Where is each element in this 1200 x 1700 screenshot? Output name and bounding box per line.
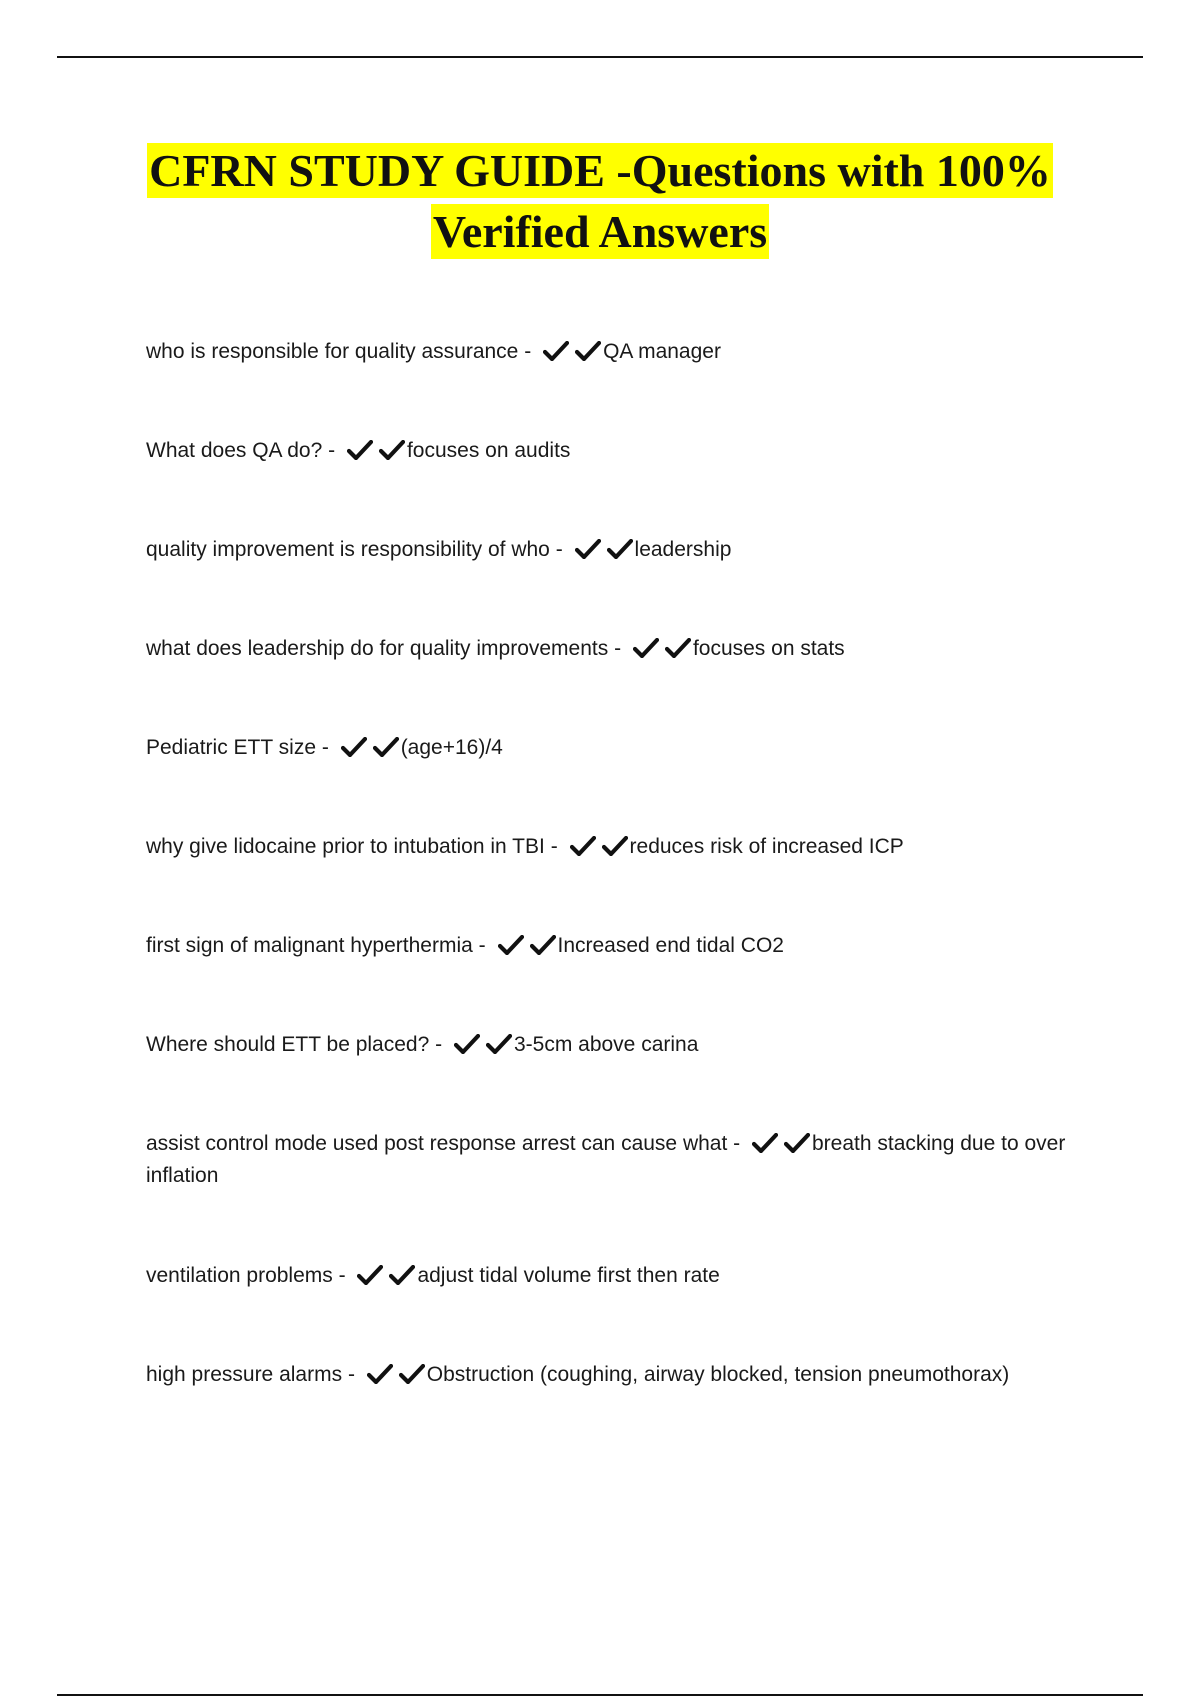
- check-mark-icon: [575, 539, 601, 559]
- question-text: quality improvement is responsibility of who: [146, 538, 550, 561]
- check-mark-icon: [752, 1133, 778, 1153]
- qa-item: [146, 930, 1066, 962]
- answer-text: adjust tidal volume first then rate: [417, 1264, 720, 1287]
- check-mark-icon: [389, 1265, 415, 1285]
- qa-item: [146, 435, 1066, 467]
- qa-item: [146, 1260, 1066, 1292]
- check-mark-icon: [341, 737, 367, 757]
- question-text: high pressure alarms: [146, 1363, 343, 1386]
- answer-text: Obstruction (coughing, airway blocked, tension pneumothorax): [426, 1363, 1010, 1386]
- answer-text: (age+16)/4: [400, 736, 503, 759]
- check-mark-icon: [454, 1034, 480, 1054]
- separator: -: [321, 736, 329, 759]
- footer-rule: [57, 1694, 1143, 1696]
- qa-item: [146, 1359, 1066, 1391]
- check-mark-icon: [347, 440, 373, 460]
- answer-text: Increased end tidal CO2: [557, 934, 784, 957]
- separator: -: [347, 1363, 355, 1386]
- check-mark-icon: [570, 836, 596, 856]
- separator: -: [524, 340, 532, 363]
- question-text: What does QA do?: [146, 439, 323, 462]
- check-mark-icon: [486, 1034, 512, 1054]
- qa-item: [146, 732, 1066, 764]
- qa-item: [146, 336, 1066, 368]
- question-text: what does leadership do for quality improvements: [146, 637, 609, 660]
- document-title: [90, 140, 1110, 262]
- check-mark-icon: [784, 1133, 810, 1153]
- question-text: assist control mode used post response arrest can cause what: [146, 1132, 728, 1155]
- check-mark-icon: [373, 737, 399, 757]
- question-text: first sign of malignant hyperthermia: [146, 934, 473, 957]
- check-mark-icon: [575, 341, 601, 361]
- answer-text: QA manager: [603, 340, 721, 363]
- separator: -: [328, 439, 336, 462]
- check-mark-icon: [607, 539, 633, 559]
- question-text: ventilation problems: [146, 1264, 333, 1287]
- qa-list: [146, 336, 1066, 1458]
- check-mark-icon: [399, 1364, 425, 1384]
- question-text: why give lidocaine prior to intubation in TBI: [146, 835, 545, 858]
- separator: -: [614, 637, 622, 660]
- check-mark-icon: [498, 935, 524, 955]
- separator: -: [478, 934, 486, 957]
- check-mark-icon: [665, 638, 691, 658]
- answer-text: focuses on stats: [692, 637, 845, 660]
- check-mark-icon: [602, 836, 628, 856]
- qa-item: [146, 633, 1066, 665]
- qa-item: [146, 534, 1066, 566]
- question-text: who is responsible for quality assurance: [146, 340, 519, 363]
- check-mark-icon: [633, 638, 659, 658]
- answer-text: focuses on audits: [406, 439, 571, 462]
- separator: -: [555, 538, 563, 561]
- title-highlight: CFRN STUDY GUIDE -Questions with 100% Verified Answers: [149, 145, 1051, 257]
- answer-text: breath stacking due to over inflation: [146, 1132, 1066, 1187]
- qa-item: [146, 1128, 1066, 1192]
- check-mark-icon: [357, 1265, 383, 1285]
- qa-item: [146, 831, 1066, 863]
- check-mark-icon: [379, 440, 405, 460]
- answer-text: leadership: [634, 538, 732, 561]
- check-mark-icon: [543, 341, 569, 361]
- separator: -: [338, 1264, 346, 1287]
- qa-item: [146, 1029, 1066, 1061]
- question-text: Where should ETT be placed?: [146, 1033, 430, 1056]
- separator: -: [435, 1033, 443, 1056]
- check-mark-icon: [530, 935, 556, 955]
- check-mark-icon: [367, 1364, 393, 1384]
- question-text: Pediatric ETT size: [146, 736, 316, 759]
- separator: -: [733, 1132, 741, 1155]
- header-rule: [57, 56, 1143, 58]
- separator: -: [550, 835, 558, 858]
- answer-text: reduces risk of increased ICP: [629, 835, 904, 858]
- answer-text: 3-5cm above carina: [513, 1033, 699, 1056]
